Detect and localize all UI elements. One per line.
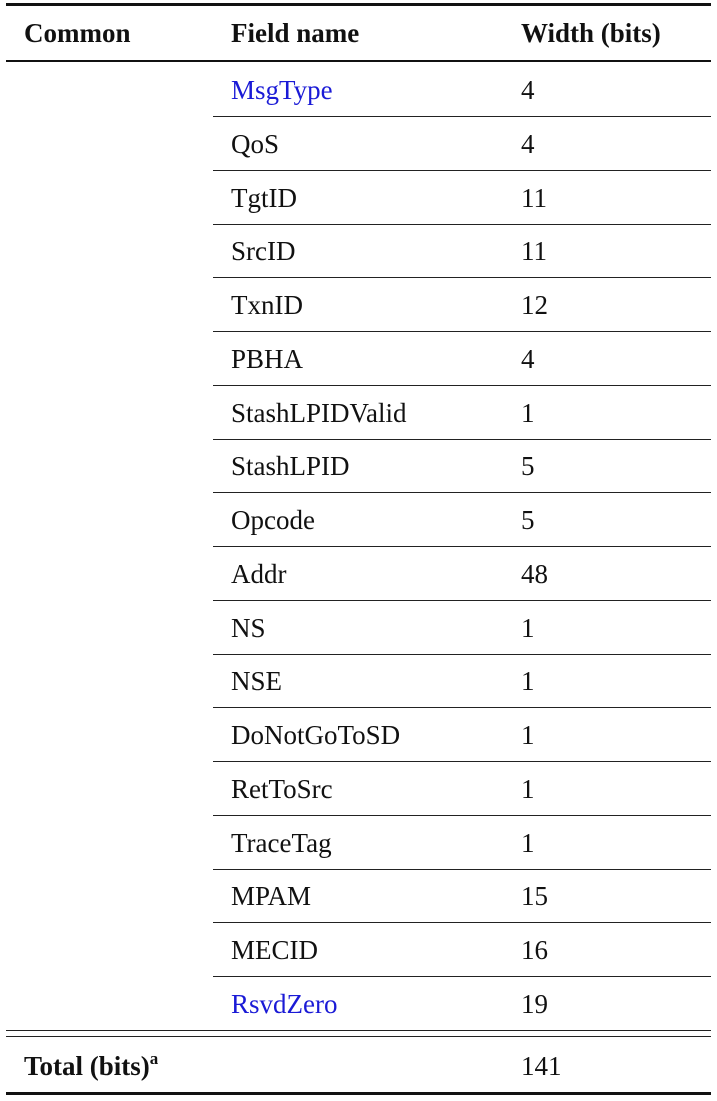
width-cell: 4 <box>521 344 535 374</box>
width-cell: 1 <box>521 666 535 696</box>
width-cell: 11 <box>521 183 547 213</box>
row-separator <box>213 439 711 440</box>
row-separator <box>213 277 711 278</box>
row-separator <box>213 385 711 386</box>
field-name-cell: PBHA <box>231 344 304 374</box>
field-name-cell: TraceTag <box>231 828 332 858</box>
total-label <box>24 1049 159 1081</box>
width-cell: 1 <box>521 398 535 428</box>
row-separator <box>213 170 711 171</box>
field-name-cell: SrcID <box>231 236 296 266</box>
width-cell: 4 <box>521 129 535 159</box>
width-cell: 4 <box>521 75 535 105</box>
row-separator <box>213 600 711 601</box>
field-name-cell: StashLPIDValid <box>231 398 407 428</box>
field-name-cell[interactable]: RsvdZero <box>231 989 338 1019</box>
header-common: Common <box>24 18 131 48</box>
width-cell: 5 <box>521 451 535 481</box>
row-separator <box>213 922 711 923</box>
width-cell: 1 <box>521 720 535 750</box>
row-separator <box>213 116 711 117</box>
width-cell: 15 <box>521 881 548 911</box>
width-cell: 12 <box>521 290 548 320</box>
width-cell: 11 <box>521 236 547 266</box>
row-separator <box>213 815 711 816</box>
header-field-name: Field name <box>231 18 360 48</box>
width-cell: 1 <box>521 828 535 858</box>
field-name-cell: StashLPID <box>231 451 350 481</box>
field-name-cell: Addr <box>231 559 287 589</box>
table-header-rule <box>6 60 711 62</box>
field-name-cell: NS <box>231 613 266 643</box>
field-name-cell: Opcode <box>231 505 315 535</box>
width-cell: 5 <box>521 505 535 535</box>
table-top-rule <box>6 3 711 6</box>
field-name-cell: TxnID <box>231 290 303 320</box>
total-separator-lower <box>6 1036 711 1037</box>
field-name-cell: RetToSrc <box>231 774 333 804</box>
header-width: Width (bits) <box>521 18 661 48</box>
field-name-cell: MECID <box>231 935 318 965</box>
row-separator <box>213 707 711 708</box>
total-separator-upper <box>6 1030 711 1031</box>
width-cell: 48 <box>521 559 548 589</box>
width-cell: 1 <box>521 774 535 804</box>
field-name-cell[interactable]: MsgType <box>231 75 333 105</box>
width-cell: 16 <box>521 935 548 965</box>
footnote-mark: a <box>149 1049 159 1068</box>
row-separator <box>213 546 711 547</box>
row-separator <box>213 331 711 332</box>
total-label-text: Total (bits) <box>24 1051 150 1081</box>
field-name-cell: NSE <box>231 666 283 696</box>
row-separator <box>213 492 711 493</box>
field-name-cell: QoS <box>231 129 280 159</box>
row-separator <box>213 224 711 225</box>
field-name-cell: DoNotGoToSD <box>231 720 401 750</box>
field-name-cell: TgtID <box>231 183 297 213</box>
row-separator <box>213 976 711 977</box>
table-bottom-rule <box>6 1092 711 1095</box>
row-separator <box>213 654 711 655</box>
field-name-cell: MPAM <box>231 881 312 911</box>
row-separator <box>213 761 711 762</box>
row-separator <box>213 869 711 870</box>
width-cell: 19 <box>521 989 548 1019</box>
total-value: 141 <box>521 1051 562 1081</box>
width-cell: 1 <box>521 613 535 643</box>
